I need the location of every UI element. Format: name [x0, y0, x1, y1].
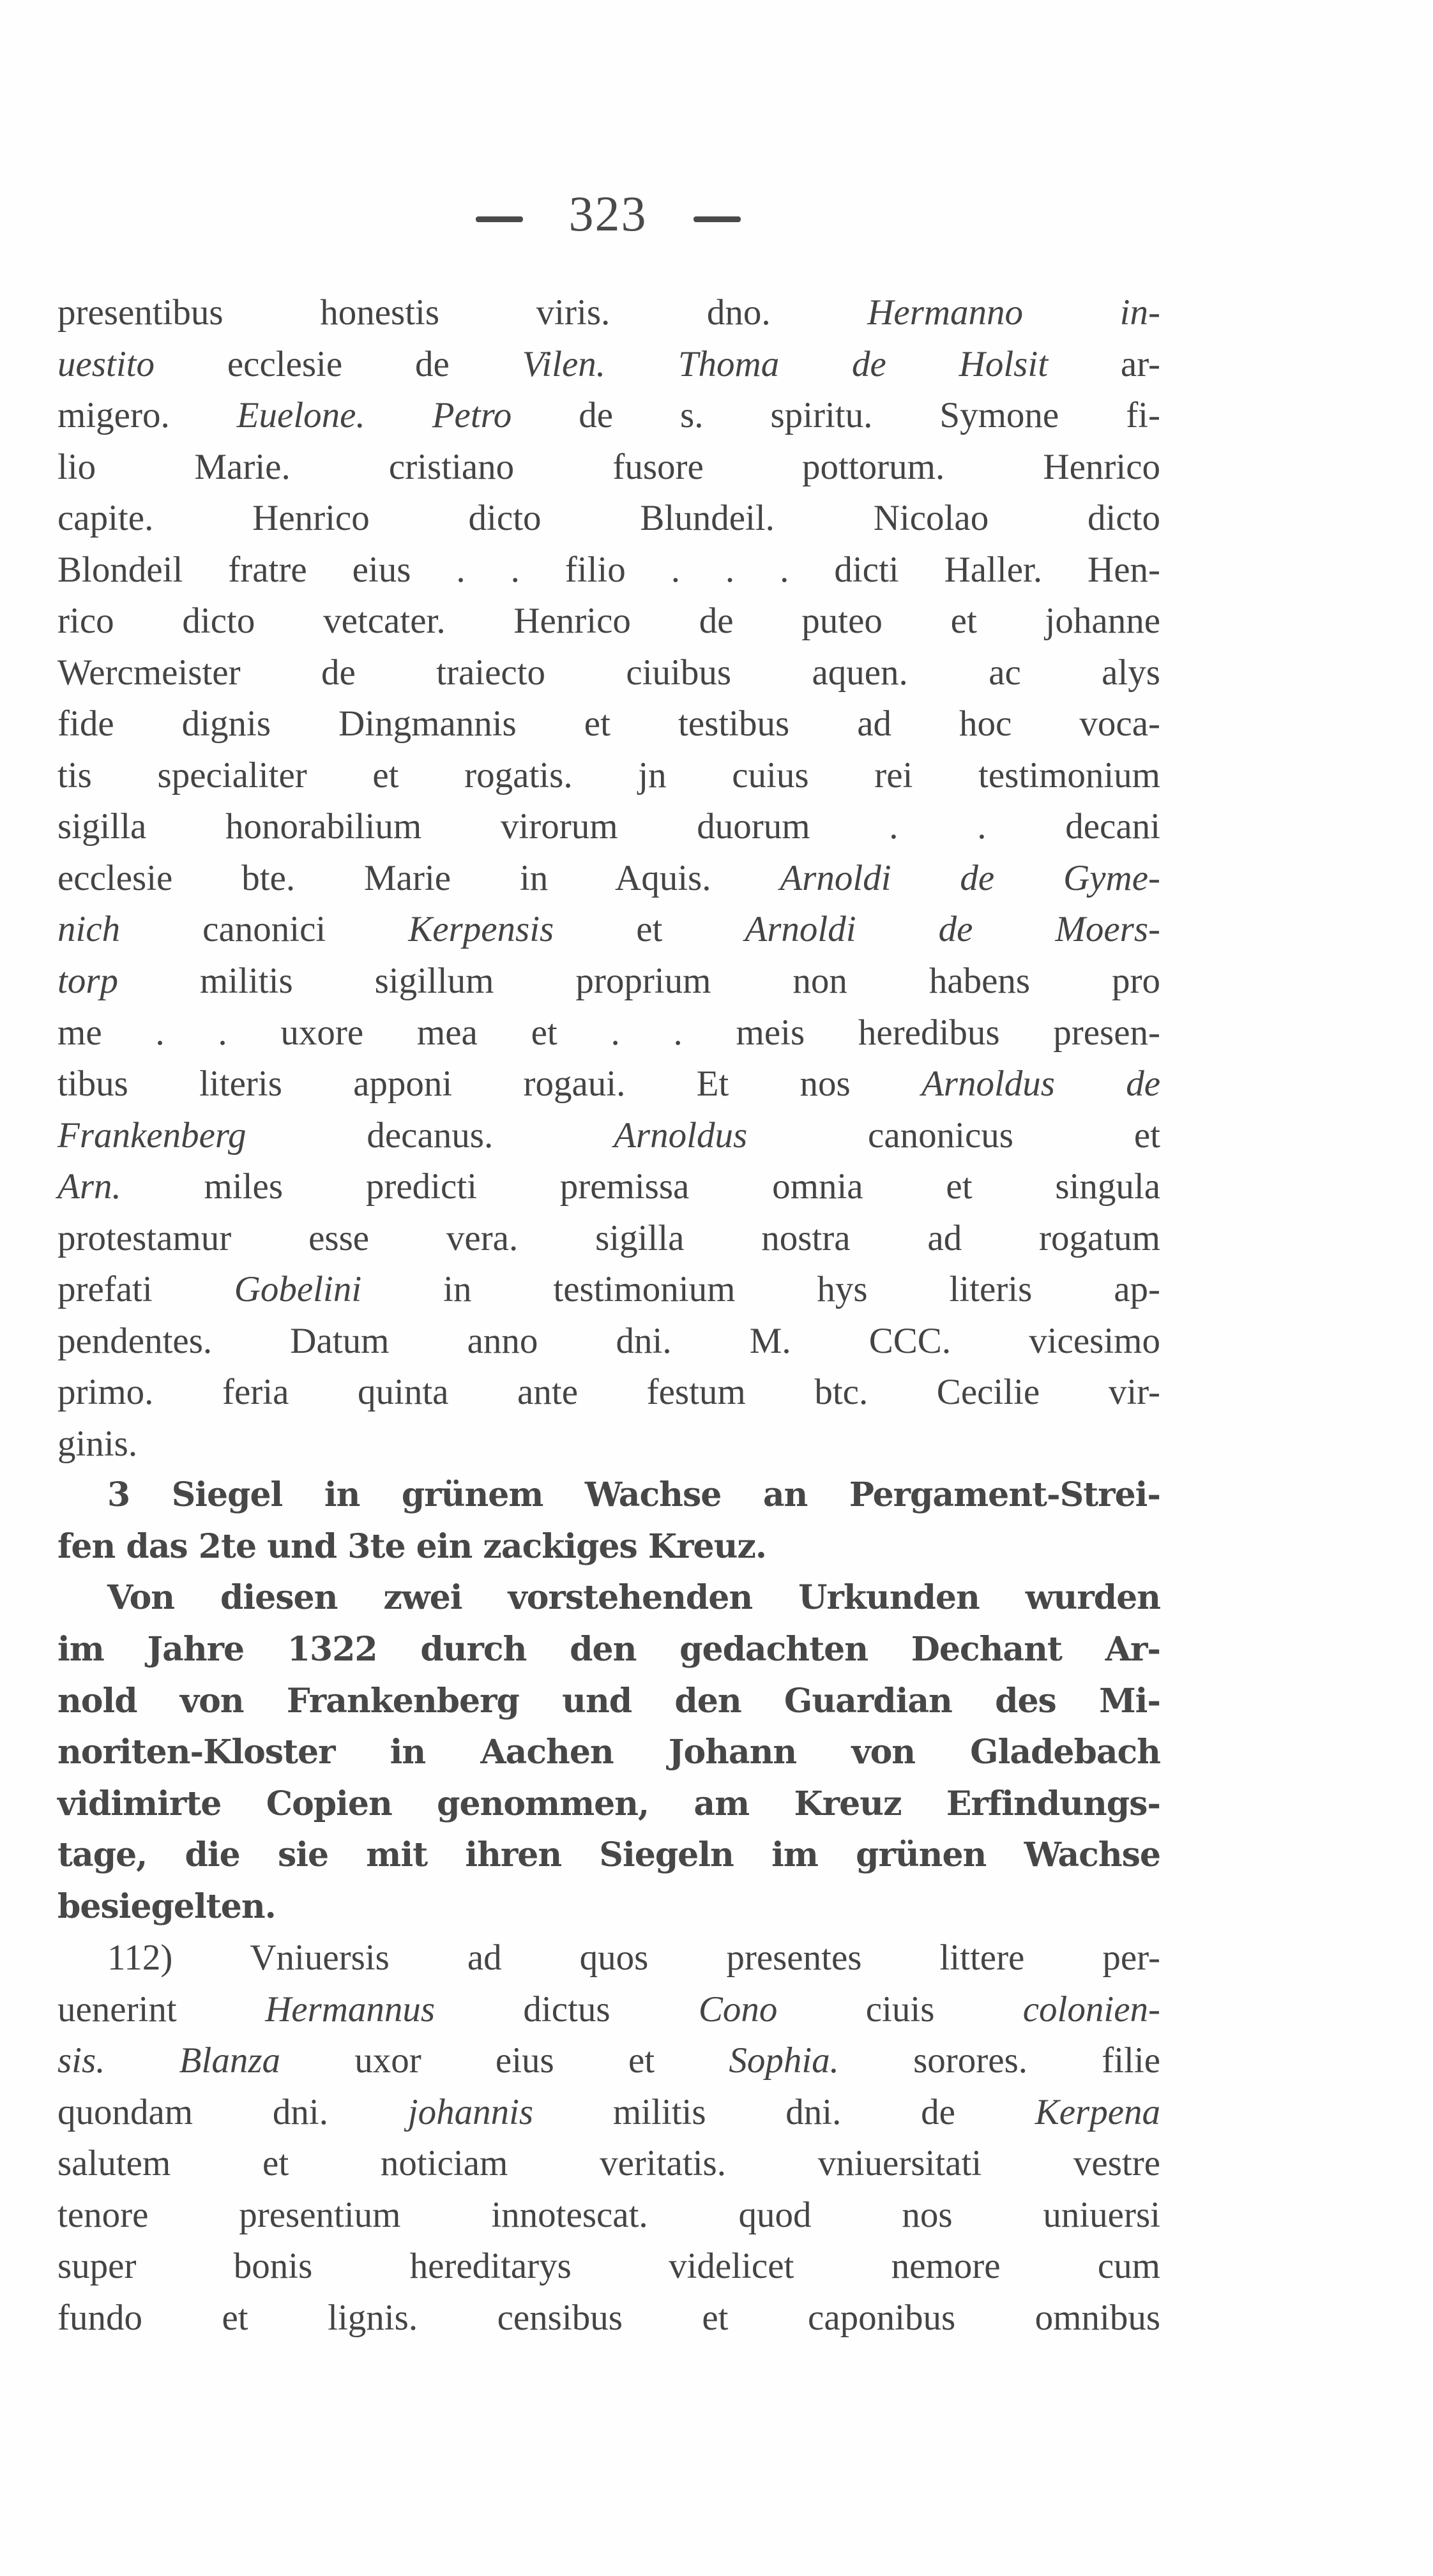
- text-line: [57, 2296, 1160, 2340]
- italic-name-span: johannis: [407, 2091, 534, 2132]
- text-line: [57, 393, 1160, 438]
- italic-name-span: Kerpena: [1035, 2091, 1160, 2132]
- italic-name-span: torp: [57, 961, 119, 1001]
- italic-name-span: Arnoldus: [614, 1115, 748, 1156]
- left-dash-ornament: [476, 216, 523, 222]
- text-line: [57, 342, 1160, 387]
- text-line: [57, 1113, 1160, 1158]
- italic-name-span: Arnoldi de Gyme-: [780, 857, 1160, 898]
- text-span: miles predicti premissa omnia et singula: [121, 1166, 1160, 1207]
- italic-name-span: Sophia.: [729, 2040, 839, 2081]
- text-span: Von diesen zwei vorstehenden Urkunden wurden: [107, 1578, 1160, 1618]
- text-span: 112) Vniuersis ad quos presentes littere per-: [107, 1938, 1160, 1978]
- text-span: tibus literis apponi rogaui. Et nos: [57, 1064, 921, 1104]
- italic-name-span: Hermannus: [265, 1989, 436, 2030]
- text-line: [57, 599, 1160, 644]
- italic-name-span: Arnoldus de: [921, 1064, 1160, 1104]
- text-span: primo. feria quinta ante festum btc. Cecilie vir-: [57, 1372, 1160, 1413]
- text-line: [57, 1422, 1160, 1466]
- text-span: tenore presentium innotescat. quod nos uniuersi: [57, 2194, 1160, 2235]
- text-span: ecclesie bte. Marie in Aquis.: [57, 857, 780, 898]
- italic-name-span: Hermanno in-: [867, 292, 1160, 333]
- text-line: [57, 856, 1160, 901]
- text-line: [57, 1730, 1160, 1775]
- text-span: nold von Frankenberg und den Guardian des Mi-: [57, 1681, 1160, 1721]
- text-span: canonicus et: [747, 1115, 1160, 1156]
- right-dash-ornament: [694, 216, 741, 222]
- text-span: migero.: [57, 395, 237, 436]
- text-line: [57, 1216, 1160, 1261]
- italic-name-span: Arn.: [57, 1166, 121, 1207]
- text-line: [57, 1370, 1160, 1415]
- italic-name-span: Cono: [698, 1989, 778, 2030]
- text-line: [57, 1576, 1160, 1620]
- text-line: [57, 2038, 1160, 2083]
- italic-name-span: Vilen. Thoma de Holsit: [522, 343, 1049, 384]
- italic-name-span: Arnoldi de Moers-: [745, 909, 1160, 950]
- text-line: [57, 1011, 1160, 1055]
- page-number-value: 323: [568, 186, 648, 241]
- text-span: noriten-Kloster in Aachen Johann von Gladebach: [57, 1733, 1160, 1772]
- italic-name-span: Gobelini: [234, 1269, 362, 1310]
- text-line: [57, 907, 1160, 952]
- italic-name-span: Euelone. Petro: [236, 395, 512, 436]
- text-span: militis dni. de: [533, 2091, 1035, 2132]
- text-span: tage, die sie mit ihren Siegeln im grünen Wachse: [57, 1835, 1160, 1875]
- text-line: [57, 651, 1160, 695]
- text-span: besiegelten.: [57, 1887, 276, 1926]
- text-line: [57, 1782, 1160, 1827]
- text-span: militis sigillum proprium non habens pro: [118, 961, 1160, 1001]
- text-line: [57, 1525, 1160, 1569]
- text-line: [57, 2193, 1160, 2238]
- text-line: [57, 702, 1160, 746]
- text-span: capite. Henrico dicto Blundeil. Nicolao dicto: [57, 498, 1160, 539]
- text-span: pendentes. Datum anno dni. M. CCC. vicesimo: [57, 1320, 1160, 1361]
- italic-name-span: Frankenberg: [57, 1115, 246, 1156]
- text-span: presentibus honestis viris. dno.: [57, 292, 868, 333]
- italic-name-span: uestito: [57, 343, 155, 384]
- text-span: dictus: [435, 1989, 699, 2030]
- text-line: [57, 1164, 1160, 1209]
- text-line: [57, 1627, 1160, 1672]
- page-number: [0, 182, 1216, 246]
- italic-name-span: sis. Blanza: [57, 2040, 281, 2081]
- text-line: [57, 1319, 1160, 1364]
- text-line: [57, 496, 1160, 541]
- text-line: [57, 959, 1160, 1004]
- text-span: uenerint: [57, 1989, 266, 2030]
- text-span: prefati: [57, 1269, 234, 1310]
- text-line: [57, 445, 1160, 490]
- text-span: quondam dni.: [57, 2091, 408, 2132]
- italic-name-span: nich: [57, 909, 121, 950]
- text-line: [57, 2090, 1160, 2135]
- text-span: sorores. filie: [838, 2040, 1161, 2081]
- text-line: [57, 1267, 1160, 1312]
- text-span: tis specialiter et rogatis. jn cuius rei testimonium: [57, 755, 1160, 795]
- text-line: [57, 548, 1160, 592]
- text-span: 3 Siegel in grünem Wachse an Pergament-Strei-: [107, 1475, 1160, 1515]
- text-span: im Jahre 1322 durch den gedachten Dechant Ar-: [57, 1630, 1160, 1669]
- text-line: [57, 1833, 1160, 1878]
- text-span: uxor eius et: [280, 2040, 729, 2081]
- text-span: et: [554, 909, 745, 950]
- text-line: [57, 753, 1160, 798]
- text-line: [57, 1936, 1160, 1980]
- text-span: fundo et lignis. censibus et caponibus omnibus: [57, 2298, 1160, 2338]
- text-span: rico dicto vetcater. Henrico de puteo et johanne: [57, 601, 1160, 642]
- text-line: [57, 1473, 1160, 1518]
- text-span: lio Marie. cristiano fusore pottorum. Henrico: [57, 446, 1160, 487]
- text-line: [57, 804, 1160, 849]
- text-span: fen das 2te und 3te ein zackiges Kreuz.: [57, 1526, 767, 1566]
- italic-name-span: colonien-: [1022, 1989, 1160, 2030]
- text-span: ginis.: [57, 1423, 138, 1464]
- text-span: super bonis hereditarys videlicet nemore cum: [57, 2246, 1160, 2287]
- text-span: fide dignis Dingmannis et testibus ad hoc voca-: [57, 704, 1160, 744]
- text-span: vidimirte Copien genommen, am Kreuz Erfindungs-: [57, 1784, 1160, 1823]
- text-line: [57, 2244, 1160, 2289]
- text-line: [57, 290, 1160, 335]
- text-span: Blondeil fratre eius . . filio . . . dicti Haller. Hen-: [57, 549, 1160, 590]
- italic-name-span: Kerpensis: [408, 909, 554, 950]
- text-span: ecclesie de: [155, 343, 522, 384]
- text-span: ciuis: [777, 1989, 1023, 2030]
- text-span: salutem et noticiam veritatis. vniuersitati vestre: [57, 2143, 1160, 2184]
- text-span: de s. spiritu. Symone fi-: [512, 395, 1160, 436]
- text-span: canonici: [120, 909, 409, 950]
- text-span: Wercmeister de traiecto ciuibus aquen. ac alys: [57, 652, 1160, 693]
- text-span: me . . uxore mea et . . meis heredibus presen-: [57, 1012, 1160, 1053]
- text-line: [57, 1987, 1160, 2032]
- text-line: [57, 1679, 1160, 1724]
- text-line: [57, 1062, 1160, 1106]
- text-span: sigilla honorabilium virorum duorum . . decani: [57, 806, 1160, 847]
- text-span: ar-: [1048, 343, 1161, 384]
- text-line: [57, 2141, 1160, 2186]
- text-span: decanus.: [246, 1115, 614, 1156]
- text-span: protestamur esse vera. sigilla nostra ad rogatum: [57, 1217, 1160, 1258]
- text-line: [57, 1885, 1160, 1929]
- text-span: in testimonium hys literis ap-: [361, 1269, 1161, 1310]
